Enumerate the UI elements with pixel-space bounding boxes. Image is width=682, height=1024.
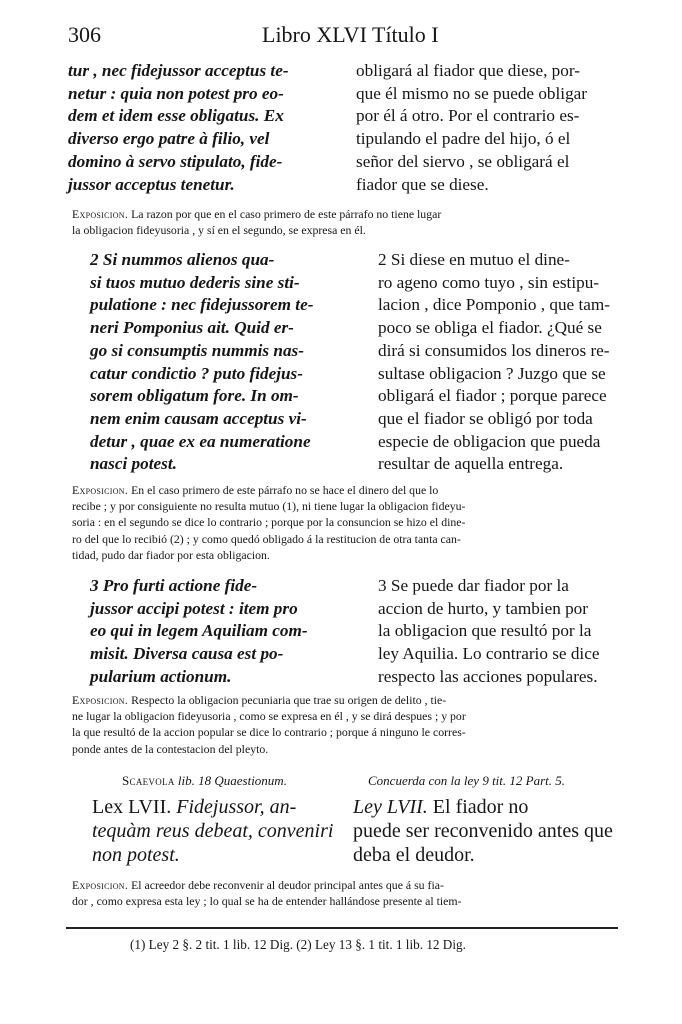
footnote-rule xyxy=(66,927,618,929)
page-number: 306 xyxy=(68,22,101,47)
exposicion-label: Exposicion. xyxy=(72,693,129,707)
lex-concordance: Concuerda con la ley 9 tit. 12 Part. 5. xyxy=(368,773,566,788)
exposicion-label: Exposicion. xyxy=(72,878,129,892)
latin-text-para1: tur , nec fidejussor acceptus te- netur : quia non potest pro eo- dem et idem esse obligatus. Ex diverso ergo patre à filio, vel domino à servo stipulato, fide- jussor acceptus tenetur. xyxy=(68,61,289,194)
lex-source-author: Scaevola xyxy=(122,773,175,788)
spanish-text-para3: 3 Se puede dar fiador por la accion de hurto, y tambien por la obligacion que resultó por la ley Aquilia. Lo contrario se dice respecto las acciones populares. xyxy=(378,576,600,686)
lex-source-work: lib. 18 Quaestionum. xyxy=(177,773,287,788)
spanish-text-lex57 xyxy=(353,795,625,867)
footnotes: (1) Ley 2 §. 2 tit. 1 lib. 12 Dig. (2) Ley 13 §. 1 tit. 1 lib. 12 Dig. xyxy=(130,937,466,952)
exposicion-text: En el caso primero de este párrafo no se hace el dinero del que lo recibe ; y por consiguiente no resulta mutuo (1), ni tiene lugar la obligacion fideyu- soria : en el segundo se dice lo contrario ; porque por la consuncion se hizo el dine- ro del que lo recibió (2) ; y como quedó obligado á la restitucion de otra tanta can- tidad, pudo dar fiador por esta obligacion. xyxy=(72,483,466,562)
lex-heading-latin: Lex LVII. xyxy=(92,796,172,818)
exposicion-label: Exposicion. xyxy=(72,207,129,221)
exposicion-text: Respecto la obligacion pecuniaria que trae su origen de delito , tie- ne lugar la obligacion fideyusoria , como se expresa en él , y se dirá despues ; y por la que resultó de la accion popular se dice lo contrario ; porque á ninguno le corres- ponde antes de la contestacion del pleyto. xyxy=(72,693,466,756)
latin-text-para3: 3 Pro furti actione fide- jussor accipi potest : item pro eo qui in legem Aquiliam com- misit. Diversa causa est po- pularium actionum. xyxy=(90,576,308,686)
exposicion-label: Exposicion. xyxy=(72,483,129,497)
exposicion-text: El acreedor debe reconvenir al deudor principal antes que á su fia- dor , como expresa esta ley ; lo qual se ha de entender hallándose presente al tiem- xyxy=(72,878,462,909)
spanish-text-para1: obligará al fiador que diese, por- que él mismo no se puede obligar por él á otro. Por el contrario es- tipulando el padre del hijo, ó el señor del siervo , se obligará el fiador que se diese. xyxy=(356,61,588,194)
lex-body-spanish: El fiador no puede ser reconvenido antes que deba el deudor. xyxy=(353,796,613,866)
exposicion-lex57 xyxy=(72,877,620,909)
latin-text-para2: 2 Si nummos alienos qua- si tuos mutuo dederis sine sti- pulatione : nec fidejussorem te- neri Pomponius ait. Quid er- go si consumptis nummis nas- catur condictio ? puto fidejus- sorem obligatum fore. In om- nem enim causam acceptus vi- detur , quae ex ea numeratione nasci potest. xyxy=(90,250,314,474)
exposicion-para3 xyxy=(72,692,620,757)
lex-source xyxy=(122,772,287,790)
lex-heading-spanish: Ley LVII. xyxy=(353,796,428,818)
exposicion-para2 xyxy=(72,482,620,563)
exposicion-text: La razon por que en el caso primero de este párrafo no tiene lugar la obligacion fideyusoria , y sí en el segundo, se expresa en él. xyxy=(72,207,442,238)
spanish-text-para2: 2 Si diese en mutuo el dine- ro ageno como tuyo , sin estipu- lacion , dice Pomponio , que tam- poco se obliga el fiador. ¿Qué se dirá si consumidos los dineros re- sultase obligacion ? Juzgo que se obligará el fiador ; porque parece que el fiador se obligó por toda especie de obligacion que pueda resultar de aquella entrega. xyxy=(378,250,610,474)
lex-body-latin: Fidejussor, an- tequàm reus debeat, conveniri non potest. xyxy=(92,796,334,866)
running-head: Libro XLVI Título I xyxy=(262,22,439,47)
latin-text-lex57 xyxy=(92,795,340,867)
exposicion-para1 xyxy=(72,206,620,238)
